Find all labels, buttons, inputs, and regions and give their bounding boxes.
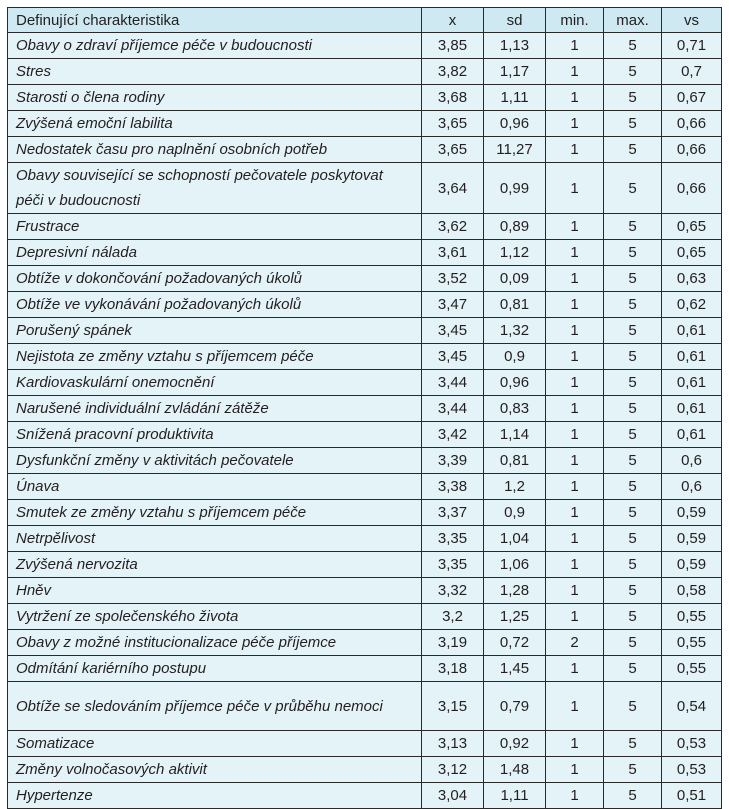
vs-cell: 0,66	[662, 111, 722, 137]
max-cell: 5	[604, 448, 662, 474]
table-row	[8, 85, 722, 111]
min-cell: 1	[546, 266, 604, 292]
max-cell: 5	[604, 163, 662, 214]
min-cell: 1	[546, 757, 604, 783]
vs-cell: 0,58	[662, 578, 722, 604]
vs-cell: 0,59	[662, 552, 722, 578]
table-container	[7, 7, 722, 809]
characteristic-cell: Hněv	[8, 578, 422, 604]
characteristic-cell: Depresivní nálada	[8, 240, 422, 266]
mean-cell: 3,61	[422, 240, 484, 266]
mean-cell: 3,52	[422, 266, 484, 292]
mean-cell: 3,42	[422, 422, 484, 448]
min-cell: 1	[546, 85, 604, 111]
characteristic-cell: Zvýšená emoční labilita	[8, 111, 422, 137]
characteristic-cell: Dysfunkční změny v aktivitách pečovatele	[8, 448, 422, 474]
sd-cell: 1,13	[484, 33, 546, 59]
table-row	[8, 731, 722, 757]
characteristic-cell: Nedostatek času pro naplnění osobních potřeb	[8, 137, 422, 163]
vs-cell: 0,55	[662, 604, 722, 630]
mean-cell: 3,39	[422, 448, 484, 474]
header-sd: sd	[484, 8, 546, 33]
characteristic-cell: Obavy z možné institucionalizace péče příjemce	[8, 630, 422, 656]
max-cell: 5	[604, 318, 662, 344]
characteristic-cell: Vytržení ze společenského života	[8, 604, 422, 630]
table-row	[8, 137, 722, 163]
mean-cell: 3,44	[422, 396, 484, 422]
vs-cell: 0,53	[662, 757, 722, 783]
characteristic-cell: Starosti o člena rodiny	[8, 85, 422, 111]
sd-cell: 0,96	[484, 370, 546, 396]
vs-cell: 0,61	[662, 318, 722, 344]
min-cell: 1	[546, 731, 604, 757]
mean-cell: 3,85	[422, 33, 484, 59]
max-cell: 5	[604, 292, 662, 318]
mean-cell: 3,13	[422, 731, 484, 757]
max-cell: 5	[604, 757, 662, 783]
min-cell: 1	[546, 552, 604, 578]
sd-cell: 0,81	[484, 292, 546, 318]
min-cell: 1	[546, 604, 604, 630]
mean-cell: 3,18	[422, 656, 484, 682]
table-row	[8, 318, 722, 344]
characteristic-cell: Snížená pracovní produktivita	[8, 422, 422, 448]
min-cell: 1	[546, 448, 604, 474]
header-min: min.	[546, 8, 604, 33]
min-cell: 1	[546, 370, 604, 396]
characteristic-cell: Obtíže se sledováním příjemce péče v průběhu nemoci	[8, 682, 422, 731]
mean-cell: 3,37	[422, 500, 484, 526]
max-cell: 5	[604, 604, 662, 630]
table-row	[8, 783, 722, 809]
max-cell: 5	[604, 85, 662, 111]
max-cell: 5	[604, 344, 662, 370]
max-cell: 5	[604, 656, 662, 682]
sd-cell: 0,92	[484, 731, 546, 757]
vs-cell: 0,55	[662, 630, 722, 656]
max-cell: 5	[604, 526, 662, 552]
sd-cell: 0,83	[484, 396, 546, 422]
sd-cell: 0,09	[484, 266, 546, 292]
mean-cell: 3,68	[422, 85, 484, 111]
characteristic-cell: Obtíže ve vykonávání požadovaných úkolů	[8, 292, 422, 318]
vs-cell: 0,6	[662, 448, 722, 474]
vs-cell: 0,66	[662, 137, 722, 163]
max-cell: 5	[604, 137, 662, 163]
vs-cell: 0,55	[662, 656, 722, 682]
mean-cell: 3,15	[422, 682, 484, 731]
table-row	[8, 163, 722, 214]
table-row	[8, 757, 722, 783]
characteristic-cell: Obavy o zdraví příjemce péče v budoucnosti	[8, 33, 422, 59]
table-row	[8, 344, 722, 370]
vs-cell: 0,54	[662, 682, 722, 731]
characteristic-cell: Narušené individuální zvládání zátěže	[8, 396, 422, 422]
min-cell: 1	[546, 526, 604, 552]
sd-cell: 11,27	[484, 137, 546, 163]
mean-cell: 3,65	[422, 137, 484, 163]
vs-cell: 0,61	[662, 344, 722, 370]
vs-cell: 0,53	[662, 731, 722, 757]
max-cell: 5	[604, 240, 662, 266]
vs-cell: 0,71	[662, 33, 722, 59]
vs-cell: 0,61	[662, 422, 722, 448]
mean-cell: 3,45	[422, 318, 484, 344]
sd-cell: 1,25	[484, 604, 546, 630]
sd-cell: 1,45	[484, 656, 546, 682]
min-cell: 1	[546, 783, 604, 809]
max-cell: 5	[604, 422, 662, 448]
min-cell: 1	[546, 214, 604, 240]
vs-cell: 0,51	[662, 783, 722, 809]
min-cell: 1	[546, 396, 604, 422]
characteristic-cell: Obavy související se schopností pečovatele poskytovat péči v budoucnosti	[8, 163, 422, 214]
characteristic-cell: Změny volnočasových aktivit	[8, 757, 422, 783]
mean-cell: 3,65	[422, 111, 484, 137]
table-body	[8, 33, 722, 809]
vs-cell: 0,7	[662, 59, 722, 85]
characteristic-cell: Obtíže v dokončování požadovaných úkolů	[8, 266, 422, 292]
max-cell: 5	[604, 552, 662, 578]
min-cell: 1	[546, 682, 604, 731]
min-cell: 1	[546, 59, 604, 85]
max-cell: 5	[604, 214, 662, 240]
mean-cell: 3,32	[422, 578, 484, 604]
max-cell: 5	[604, 731, 662, 757]
table-row	[8, 111, 722, 137]
characteristic-cell: Únava	[8, 474, 422, 500]
vs-cell: 0,66	[662, 163, 722, 214]
vs-cell: 0,59	[662, 500, 722, 526]
table-row	[8, 500, 722, 526]
table-row	[8, 422, 722, 448]
max-cell: 5	[604, 396, 662, 422]
table-row	[8, 630, 722, 656]
max-cell: 5	[604, 111, 662, 137]
sd-cell: 1,11	[484, 783, 546, 809]
header-vs: vs	[662, 8, 722, 33]
header-row	[8, 8, 722, 33]
max-cell: 5	[604, 783, 662, 809]
table-row	[8, 214, 722, 240]
sd-cell: 0,72	[484, 630, 546, 656]
header-max: max.	[604, 8, 662, 33]
max-cell: 5	[604, 33, 662, 59]
table-row	[8, 526, 722, 552]
sd-cell: 1,28	[484, 578, 546, 604]
mean-cell: 3,64	[422, 163, 484, 214]
sd-cell: 0,99	[484, 163, 546, 214]
table-row	[8, 474, 722, 500]
min-cell: 1	[546, 578, 604, 604]
max-cell: 5	[604, 682, 662, 731]
table-row	[8, 604, 722, 630]
sd-cell: 1,12	[484, 240, 546, 266]
characteristic-cell: Netrpělivost	[8, 526, 422, 552]
characteristic-cell: Zvýšená nervozita	[8, 552, 422, 578]
sd-cell: 1,48	[484, 757, 546, 783]
characteristic-cell: Frustrace	[8, 214, 422, 240]
min-cell: 1	[546, 111, 604, 137]
sd-cell: 0,9	[484, 344, 546, 370]
mean-cell: 3,2	[422, 604, 484, 630]
mean-cell: 3,19	[422, 630, 484, 656]
characteristic-cell: Kardiovaskulární onemocnění	[8, 370, 422, 396]
sd-cell: 1,04	[484, 526, 546, 552]
min-cell: 1	[546, 500, 604, 526]
vs-cell: 0,62	[662, 292, 722, 318]
mean-cell: 3,38	[422, 474, 484, 500]
sd-cell: 0,79	[484, 682, 546, 731]
min-cell: 1	[546, 318, 604, 344]
sd-cell: 0,81	[484, 448, 546, 474]
mean-cell: 3,47	[422, 292, 484, 318]
vs-cell: 0,61	[662, 370, 722, 396]
table-row	[8, 266, 722, 292]
min-cell: 1	[546, 344, 604, 370]
sd-cell: 1,17	[484, 59, 546, 85]
mean-cell: 3,04	[422, 783, 484, 809]
vs-cell: 0,61	[662, 396, 722, 422]
mean-cell: 3,45	[422, 344, 484, 370]
max-cell: 5	[604, 500, 662, 526]
min-cell: 1	[546, 474, 604, 500]
max-cell: 5	[604, 474, 662, 500]
mean-cell: 3,35	[422, 552, 484, 578]
table-row	[8, 370, 722, 396]
max-cell: 5	[604, 370, 662, 396]
sd-cell: 1,14	[484, 422, 546, 448]
vs-cell: 0,6	[662, 474, 722, 500]
min-cell: 1	[546, 137, 604, 163]
vs-cell: 0,59	[662, 526, 722, 552]
min-cell: 1	[546, 422, 604, 448]
mean-cell: 3,62	[422, 214, 484, 240]
characteristic-cell: Odmítání kariérního postupu	[8, 656, 422, 682]
table-row	[8, 59, 722, 85]
table-row	[8, 448, 722, 474]
table-row	[8, 578, 722, 604]
min-cell: 1	[546, 656, 604, 682]
min-cell: 1	[546, 163, 604, 214]
max-cell: 5	[604, 578, 662, 604]
sd-cell: 1,32	[484, 318, 546, 344]
characteristic-cell: Smutek ze změny vztahu s příjemcem péče	[8, 500, 422, 526]
table-row	[8, 656, 722, 682]
sd-cell: 0,89	[484, 214, 546, 240]
mean-cell: 3,35	[422, 526, 484, 552]
min-cell: 1	[546, 240, 604, 266]
table-row	[8, 240, 722, 266]
characteristic-cell: Porušený spánek	[8, 318, 422, 344]
vs-cell: 0,65	[662, 214, 722, 240]
sd-cell: 1,2	[484, 474, 546, 500]
characteristic-cell: Nejistota ze změny vztahu s příjemcem péče	[8, 344, 422, 370]
min-cell: 1	[546, 292, 604, 318]
table-row	[8, 682, 722, 731]
table-row	[8, 552, 722, 578]
max-cell: 5	[604, 630, 662, 656]
header-characteristic: Definující charakteristika	[8, 8, 422, 33]
header-mean: x	[422, 8, 484, 33]
mean-cell: 3,12	[422, 757, 484, 783]
characteristics-table	[7, 7, 722, 809]
vs-cell: 0,67	[662, 85, 722, 111]
min-cell: 1	[546, 33, 604, 59]
table-row	[8, 33, 722, 59]
vs-cell: 0,65	[662, 240, 722, 266]
characteristic-cell: Hypertenze	[8, 783, 422, 809]
mean-cell: 3,44	[422, 370, 484, 396]
sd-cell: 1,06	[484, 552, 546, 578]
sd-cell: 0,96	[484, 111, 546, 137]
min-cell: 2	[546, 630, 604, 656]
vs-cell: 0,63	[662, 266, 722, 292]
max-cell: 5	[604, 59, 662, 85]
mean-cell: 3,82	[422, 59, 484, 85]
sd-cell: 1,11	[484, 85, 546, 111]
table-row	[8, 396, 722, 422]
table-row	[8, 292, 722, 318]
characteristic-cell: Stres	[8, 59, 422, 85]
characteristic-cell: Somatizace	[8, 731, 422, 757]
sd-cell: 0,9	[484, 500, 546, 526]
max-cell: 5	[604, 266, 662, 292]
